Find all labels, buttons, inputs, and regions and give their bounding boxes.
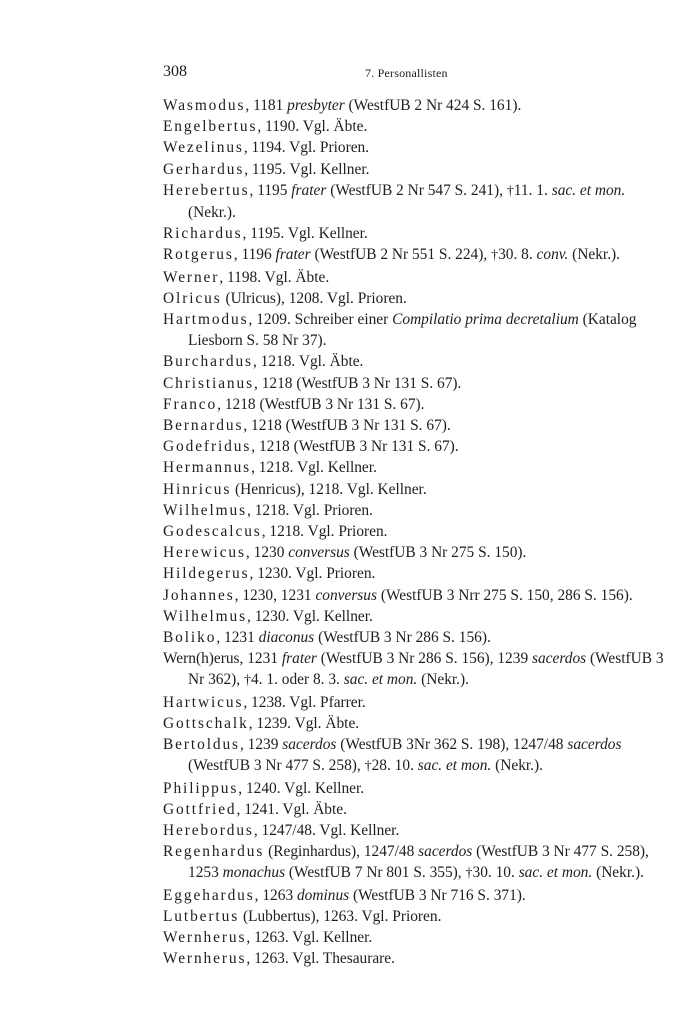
person-entry — [163, 244, 671, 266]
italic-term: diaconus — [258, 629, 315, 647]
person-entry — [163, 180, 671, 223]
entry-text: (Katalog Liesborn S. 58 Nr 37). — [188, 311, 637, 350]
entry-text: , 1194. Vgl. Prioren. — [243, 139, 370, 157]
entry-text: , 1263. Vgl. Kellner. — [246, 928, 373, 946]
entry-text: , 1181 — [245, 97, 288, 114]
entry-text: (WestfUB 2 Nr 547 S. 241), — [326, 181, 507, 199]
person-entry — [163, 648, 671, 691]
person-entry — [163, 778, 671, 799]
entry-text: , 1198. Vgl. Äbte. — [219, 268, 330, 286]
person-entry — [163, 585, 671, 606]
italic-term: dominus — [296, 886, 350, 904]
person-name: Philippus — [163, 779, 239, 797]
entry-text: (WestfUB 3 Nr 362), — [188, 650, 664, 689]
entry-text: (Nekr.). — [568, 246, 621, 264]
entry-text: (WestfUB 3 Nr 477 S. 258), — [188, 757, 365, 775]
entry-text: (WestfUB 2 Nr 424 S. 161). — [344, 97, 522, 114]
person-entry — [163, 713, 671, 734]
entry-text: , 1238. Vgl. Pfarrer. — [243, 693, 366, 711]
person-name: Gottschalk — [163, 714, 249, 732]
person-entry — [163, 351, 671, 372]
entry-text: , 1190. Vgl. Äbte. — [257, 118, 368, 136]
entry-text: , 1195. Vgl. Kellner. — [242, 225, 368, 243]
entry-text: , 1218. Vgl. Kellner. — [251, 459, 377, 477]
person-name: Regenhardus — [163, 843, 265, 861]
person-name: Herebordus — [163, 821, 254, 839]
person-entry — [163, 820, 671, 841]
person-entry — [163, 500, 671, 521]
running-head: 7. Personallisten — [365, 66, 448, 80]
entry-text: 30. 8. — [498, 246, 537, 264]
person-entry — [163, 394, 671, 415]
person-name: Johannes — [163, 586, 235, 604]
person-name: Wasmodus — [163, 97, 246, 114]
person-name: Wilhelmus — [163, 501, 248, 519]
entry-text: , 1241. Vgl. Äbte. — [236, 800, 347, 818]
person-entry — [163, 436, 671, 457]
person-entry — [163, 95, 671, 116]
person-name: Hinricus — [163, 480, 232, 498]
entry-text: (WestfUB 2 Nr 551 S. 224), — [310, 246, 492, 264]
entry-list — [163, 95, 671, 969]
entry-text: (WestfUB 3 Nr 275 S. 150). — [349, 544, 527, 562]
person-name: Engelbertus — [163, 118, 258, 136]
entry-text: (WestfUB 3Nr 362 S. 198), 1247/48 — [336, 736, 568, 754]
death-cross: † — [465, 866, 473, 882]
entry-text: , 1263. Vgl. Thesaurare. — [246, 950, 395, 968]
person-name: Bertoldus — [163, 736, 240, 754]
person-entry — [163, 799, 671, 820]
entry-text: , 1218. Vgl. Äbte. — [252, 353, 364, 371]
entry-text: , 1239 — [239, 736, 283, 754]
person-name: Wernherus — [163, 928, 247, 946]
person-name: Rotgerus — [163, 246, 234, 264]
person-name: Hartwicus — [163, 693, 244, 711]
entry-text: , 1230. Vgl. Kellner. — [247, 607, 373, 625]
person-name: Bernardus — [163, 417, 244, 435]
person-name: Richardus — [163, 225, 243, 243]
italic-term: presbyter — [287, 97, 345, 114]
person-entry — [163, 288, 671, 309]
person-entry — [163, 521, 671, 542]
person-name: Herewicus — [163, 544, 246, 562]
person-name: Christianus — [163, 374, 255, 392]
death-cross: † — [364, 759, 372, 775]
person-entry — [163, 373, 671, 394]
person-name: Olricus — [163, 289, 222, 307]
italic-term: conversus — [315, 586, 377, 604]
entry-text: (Lubbertus), 1263. Vgl. Prioren. — [239, 907, 442, 925]
entry-text: 28. 10. — [371, 757, 418, 775]
entry-text: 4. 1. oder 8. 3. — [251, 671, 344, 689]
person-entry — [163, 948, 671, 969]
person-name: Hermannus — [163, 459, 252, 477]
italic-term: conv. — [536, 246, 569, 264]
entry-text: , 1218. Vgl. Prioren. — [247, 501, 373, 519]
entry-text: , 1230, 1231 — [234, 586, 316, 604]
entry-text: (WestfUB 3 Nrr 275 S. 150, 286 S. 156). — [377, 586, 633, 604]
person-entry — [163, 479, 671, 500]
entry-text: , 1231 — [216, 629, 259, 647]
person-name: Herebertus — [163, 181, 250, 199]
entry-text: , 1247/48. Vgl. Kellner. — [253, 821, 400, 839]
person-entry — [163, 159, 671, 180]
page-number: 308 — [163, 63, 187, 80]
entry-text: (Nekr.). — [417, 671, 470, 689]
italic-term: frater — [275, 246, 311, 264]
person-name: Godefridus — [163, 438, 252, 456]
entry-text: , 1239. Vgl. Äbte. — [248, 714, 360, 732]
entry-text: , 1230 — [245, 544, 289, 562]
person-entry — [163, 137, 671, 158]
person-entry — [163, 309, 671, 351]
entry-text: (Henricus), 1218. Vgl. Kellner. — [231, 480, 427, 498]
person-entry — [163, 457, 671, 478]
italic-term: conversus — [288, 544, 350, 562]
italic-term: Compilatio prima decretalium — [392, 311, 579, 329]
entry-text: , 1230. Vgl. Prioren. — [249, 565, 376, 583]
person-entry — [163, 906, 671, 927]
entry-text: (Reginhardus), 1247/48 — [264, 843, 419, 861]
person-name: Wilhelmus — [163, 607, 248, 625]
entry-text: , 1218 (WestfUB 3 Nr 131 S. 67). — [217, 395, 425, 413]
person-name: Hartmodus — [163, 311, 249, 329]
entry-text: , 1195. Vgl. Kellner. — [244, 160, 370, 178]
italic-term: sacerdos — [532, 650, 587, 668]
person-entry — [163, 885, 671, 906]
entry-text: , 1240. Vgl. Kellner. — [238, 779, 365, 797]
entry-text: , 1263 — [254, 886, 297, 904]
person-entry — [163, 223, 671, 244]
entry-text: (WestfUB 3 Nr 477 S. 258), 1253 — [188, 843, 649, 882]
person-name: Lutbertus — [163, 907, 240, 925]
italic-term: monachus — [222, 864, 286, 882]
entry-text: , 1209. Schreiber einer — [248, 311, 393, 329]
person-name: Wernherus — [163, 950, 247, 968]
entry-text: , 1196 — [233, 246, 276, 264]
entry-text: , 1195 — [249, 181, 292, 199]
person-name: Boliko — [163, 629, 217, 647]
person-entry — [163, 927, 671, 948]
death-cross: † — [491, 248, 499, 264]
entry-text: (WestfUB 3 Nr 716 S. 371). — [349, 886, 526, 904]
italic-term: frater — [281, 650, 317, 668]
person-name: Gerhardus — [163, 160, 245, 178]
death-cross: † — [244, 673, 251, 689]
person-name: Wezelinus — [163, 139, 244, 157]
italic-term: sacerdos — [282, 736, 337, 754]
italic-term: sac. et mon. — [343, 671, 418, 689]
person-name: Hildegerus — [163, 565, 250, 583]
entry-text: , 1218 (WestfUB 3 Nr 131 S. 67). — [243, 417, 451, 435]
person-entry — [163, 563, 671, 584]
person-entry — [163, 692, 671, 713]
entry-text: (WestfUB 3 Nr 286 S. 156). — [314, 629, 491, 647]
person-name: Gottfried — [163, 800, 237, 818]
person-name: Eggehardus — [163, 886, 255, 904]
person-name: Burchardus — [163, 353, 253, 371]
person-entry — [163, 542, 671, 563]
italic-term: sac. et mon. — [551, 181, 626, 199]
person-entry — [163, 267, 671, 288]
person-name: Franco — [163, 395, 218, 413]
italic-term: sacerdos — [418, 843, 473, 861]
person-entry — [163, 415, 671, 436]
entry-text: (Nekr.). — [592, 864, 644, 882]
person-entry — [163, 606, 671, 627]
entry-text: 11. 1. — [513, 181, 552, 199]
entry-text: (Nekr.). — [188, 204, 236, 222]
italic-term: sacerdos — [567, 736, 622, 754]
person-entry — [163, 116, 671, 137]
italic-term: sac. et mon. — [518, 864, 593, 882]
entry-text: , 1218 (WestfUB 3 Nr 131 S. 67). — [251, 438, 459, 456]
person-entry — [163, 734, 671, 777]
person-name: Godescalcus — [163, 523, 262, 541]
entry-text: Wern(h)erus, 1231 — [163, 650, 282, 668]
entry-text: (Ulricus), 1208. Vgl. Prioren. — [221, 289, 407, 307]
person-name: Werner — [163, 268, 220, 286]
italic-term: frater — [291, 181, 327, 199]
entry-text: , 1218. Vgl. Prioren. — [261, 523, 388, 541]
person-entry — [163, 841, 671, 884]
entry-text: (WestfUB 7 Nr 801 S. 355), — [285, 864, 466, 882]
death-cross: † — [506, 183, 514, 199]
entry-text: (WestfUB 3 Nr 286 S. 156), 1239 — [316, 650, 532, 668]
entry-text: 30. 10. — [472, 864, 519, 882]
entry-text: , 1218 (WestfUB 3 Nr 131 S. 67). — [254, 374, 462, 392]
italic-term: sac. et mon. — [417, 757, 492, 775]
person-entry — [163, 627, 671, 648]
entry-text: (Nekr.). — [491, 757, 544, 775]
